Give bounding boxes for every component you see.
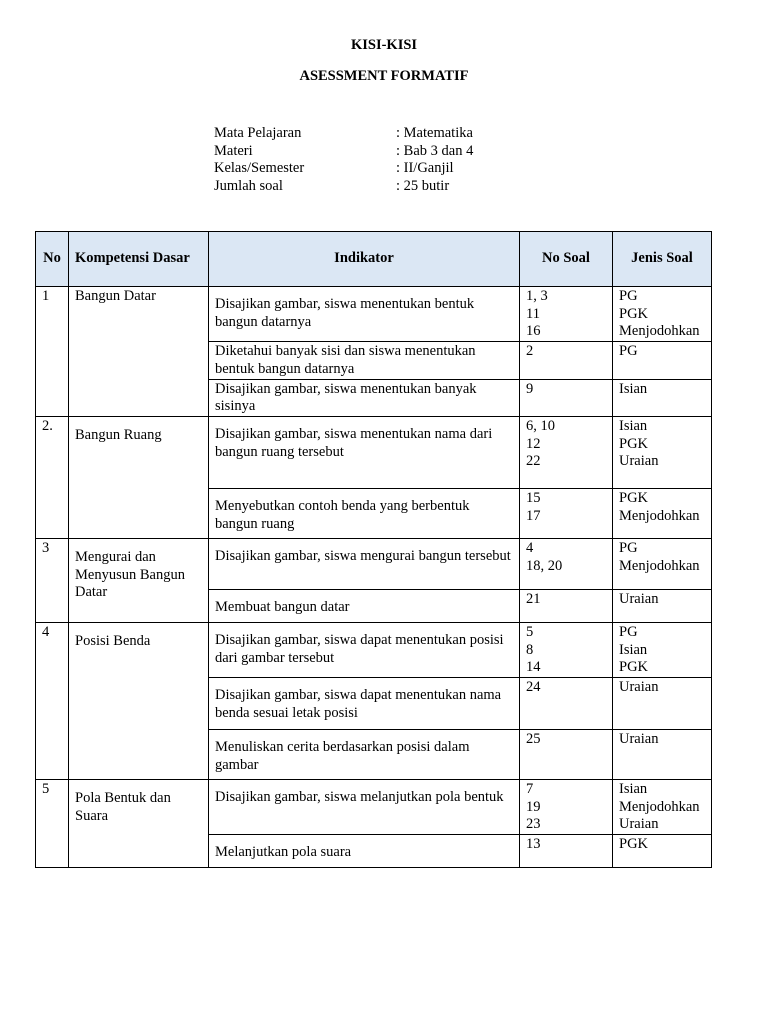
cell-jenis-soal — [613, 538, 712, 589]
cell-no-soal — [520, 835, 613, 868]
cell-no: 4 — [36, 622, 69, 779]
cell-jenis-soal — [613, 678, 712, 730]
no-soal-value: 6, 10 — [526, 417, 555, 434]
no-soal-value: 16 — [526, 323, 541, 340]
cell-indikator: Disajikan gambar, siswa menentukan banyak sisinya — [209, 379, 520, 416]
cell-indikator: Disajikan gambar, siswa menentukan bentuk bangun datarnya — [209, 287, 520, 342]
no-soal-value: 12 — [526, 435, 541, 452]
no-soal-value: 19 — [526, 798, 541, 815]
cell-kompetensi-dasar: Bangun Datar — [69, 287, 209, 417]
kisi-kisi-table — [35, 231, 712, 868]
cell-indikator: Melanjutkan pola suara — [209, 835, 520, 868]
jenis-soal-value: PG — [619, 343, 638, 360]
cell-no-soal — [520, 538, 613, 589]
no-soal-value: 24 — [526, 679, 541, 696]
jenis-soal-value: Uraian — [619, 590, 659, 607]
no-soal-value: 18, 20 — [526, 557, 563, 574]
cell-no-soal — [520, 589, 613, 622]
document-subtitle: ASESSMENT FORMATIF — [299, 68, 469, 84]
no-soal-value: 2 — [526, 343, 534, 360]
cell-indikator: Membuat bangun datar — [209, 589, 520, 622]
jenis-soal-value: Uraian — [619, 453, 659, 470]
cell-no-soal — [520, 379, 613, 416]
no-soal-value: 14 — [526, 659, 541, 676]
info-label: Kelas/Semester — [214, 160, 305, 177]
no-soal-value: 13 — [526, 836, 541, 853]
cell-jenis-soal — [613, 835, 712, 868]
header-no: No — [36, 232, 69, 287]
cell-jenis-soal — [613, 416, 712, 488]
jenis-soal-value: PGK — [619, 836, 649, 853]
no-soal-value: 9 — [526, 380, 534, 397]
cell-no: 3 — [36, 538, 69, 622]
cell-no-soal — [520, 730, 613, 780]
cell-no-soal — [520, 342, 613, 379]
jenis-soal-value: Menjodohkan — [619, 557, 700, 574]
info-label: Mata Pelajaran — [214, 125, 302, 141]
jenis-soal-value: Isian — [619, 380, 648, 397]
cell-no-soal — [520, 287, 613, 342]
no-soal-value: 8 — [526, 641, 534, 658]
no-soal-value: 23 — [526, 816, 541, 833]
cell-indikator: Menuliskan cerita berdasarkan posisi dalam gambar — [209, 730, 520, 780]
no-soal-value: 17 — [526, 507, 541, 524]
cell-jenis-soal — [613, 287, 712, 342]
no-soal-value: 5 — [526, 623, 534, 640]
cell-jenis-soal — [613, 622, 712, 677]
table-row — [36, 780, 712, 835]
table-header-row — [36, 232, 712, 287]
cell-jenis-soal — [613, 730, 712, 780]
cell-kompetensi-dasar: Bangun Ruang — [69, 416, 209, 538]
jenis-soal-value: PGK — [619, 489, 649, 506]
cell-no-soal — [520, 678, 613, 730]
jenis-soal-value: Menjodohkan — [619, 323, 700, 340]
jenis-soal-value: Uraian — [619, 816, 659, 833]
no-soal-value: 7 — [526, 781, 534, 798]
cell-jenis-soal — [613, 342, 712, 379]
jenis-soal-value: Isian — [619, 641, 648, 658]
cell-kompetensi-dasar: Posisi Benda — [69, 622, 209, 779]
cell-jenis-soal — [613, 379, 712, 416]
no-soal-value: 22 — [526, 453, 541, 470]
header-jenis-soal: Jenis Soal — [613, 232, 712, 287]
header-indikator: Indikator — [209, 232, 520, 287]
jenis-soal-value: Isian — [619, 417, 648, 434]
info-value: : 25 butir — [396, 178, 450, 195]
cell-no: 2. — [36, 416, 69, 538]
info-value: : Matematika — [396, 125, 473, 141]
jenis-soal-value: PGK — [619, 435, 649, 452]
jenis-soal-value: Uraian — [619, 679, 659, 696]
no-soal-value: 15 — [526, 489, 541, 506]
cell-jenis-soal — [613, 780, 712, 835]
jenis-soal-value: PGK — [619, 305, 649, 322]
info-value: : II/Ganjil — [396, 160, 454, 177]
table-row — [36, 416, 712, 488]
jenis-soal-value: Isian — [619, 781, 648, 798]
no-soal-value: 1, 3 — [526, 288, 548, 304]
table-row — [36, 622, 712, 677]
info-value: : Bab 3 dan 4 — [396, 142, 474, 159]
info-label: Jumlah soal — [214, 178, 283, 195]
no-soal-value: 4 — [526, 539, 534, 556]
cell-indikator: Disajikan gambar, siswa dapat menentukan nama benda sesuai letak posisi — [209, 678, 520, 730]
cell-kompetensi-dasar: Pola Bentuk dan Suara — [69, 780, 209, 868]
cell-indikator: Disajikan gambar, siswa menentukan nama dari bangun ruang tersebut — [209, 416, 520, 488]
cell-no-soal — [520, 780, 613, 835]
cell-indikator: Diketahui banyak sisi dan siswa menentukan bentuk bangun datarnya — [209, 342, 520, 379]
no-soal-value: 21 — [526, 590, 541, 607]
cell-no-soal — [520, 416, 613, 488]
jenis-soal-value: Menjodohkan — [619, 507, 700, 524]
jenis-soal-value: PGK — [619, 659, 649, 676]
no-soal-value: 11 — [526, 305, 540, 322]
jenis-soal-value: PG — [619, 288, 638, 304]
cell-no: 5 — [36, 780, 69, 868]
cell-no: 1 — [36, 287, 69, 417]
cell-indikator: Disajikan gambar, siswa dapat menentukan posisi dari gambar tersebut — [209, 622, 520, 677]
jenis-soal-value: Menjodohkan — [619, 798, 700, 815]
cell-no-soal — [520, 488, 613, 538]
cell-jenis-soal — [613, 589, 712, 622]
no-soal-value: 25 — [526, 731, 541, 748]
header-kompetensi-dasar: Kompetensi Dasar — [69, 232, 209, 287]
cell-kompetensi-dasar: Mengurai dan Menyusun Bangun Datar — [69, 538, 209, 622]
cell-jenis-soal — [613, 488, 712, 538]
jenis-soal-value: PG — [619, 539, 638, 556]
cell-no-soal — [520, 622, 613, 677]
jenis-soal-value: PG — [619, 623, 638, 640]
cell-indikator: Menyebutkan contoh benda yang berbentuk bangun ruang — [209, 488, 520, 538]
table-row — [36, 287, 712, 342]
info-label: Materi — [214, 142, 253, 159]
document-title: KISI-KISI — [350, 37, 418, 53]
jenis-soal-value: Uraian — [619, 731, 659, 748]
cell-indikator: Disajikan gambar, siswa mengurai bangun tersebut — [209, 538, 520, 589]
header-no-soal: No Soal — [520, 232, 613, 287]
cell-indikator: Disajikan gambar, siswa melanjutkan pola bentuk — [209, 780, 520, 835]
table-row — [36, 538, 712, 589]
